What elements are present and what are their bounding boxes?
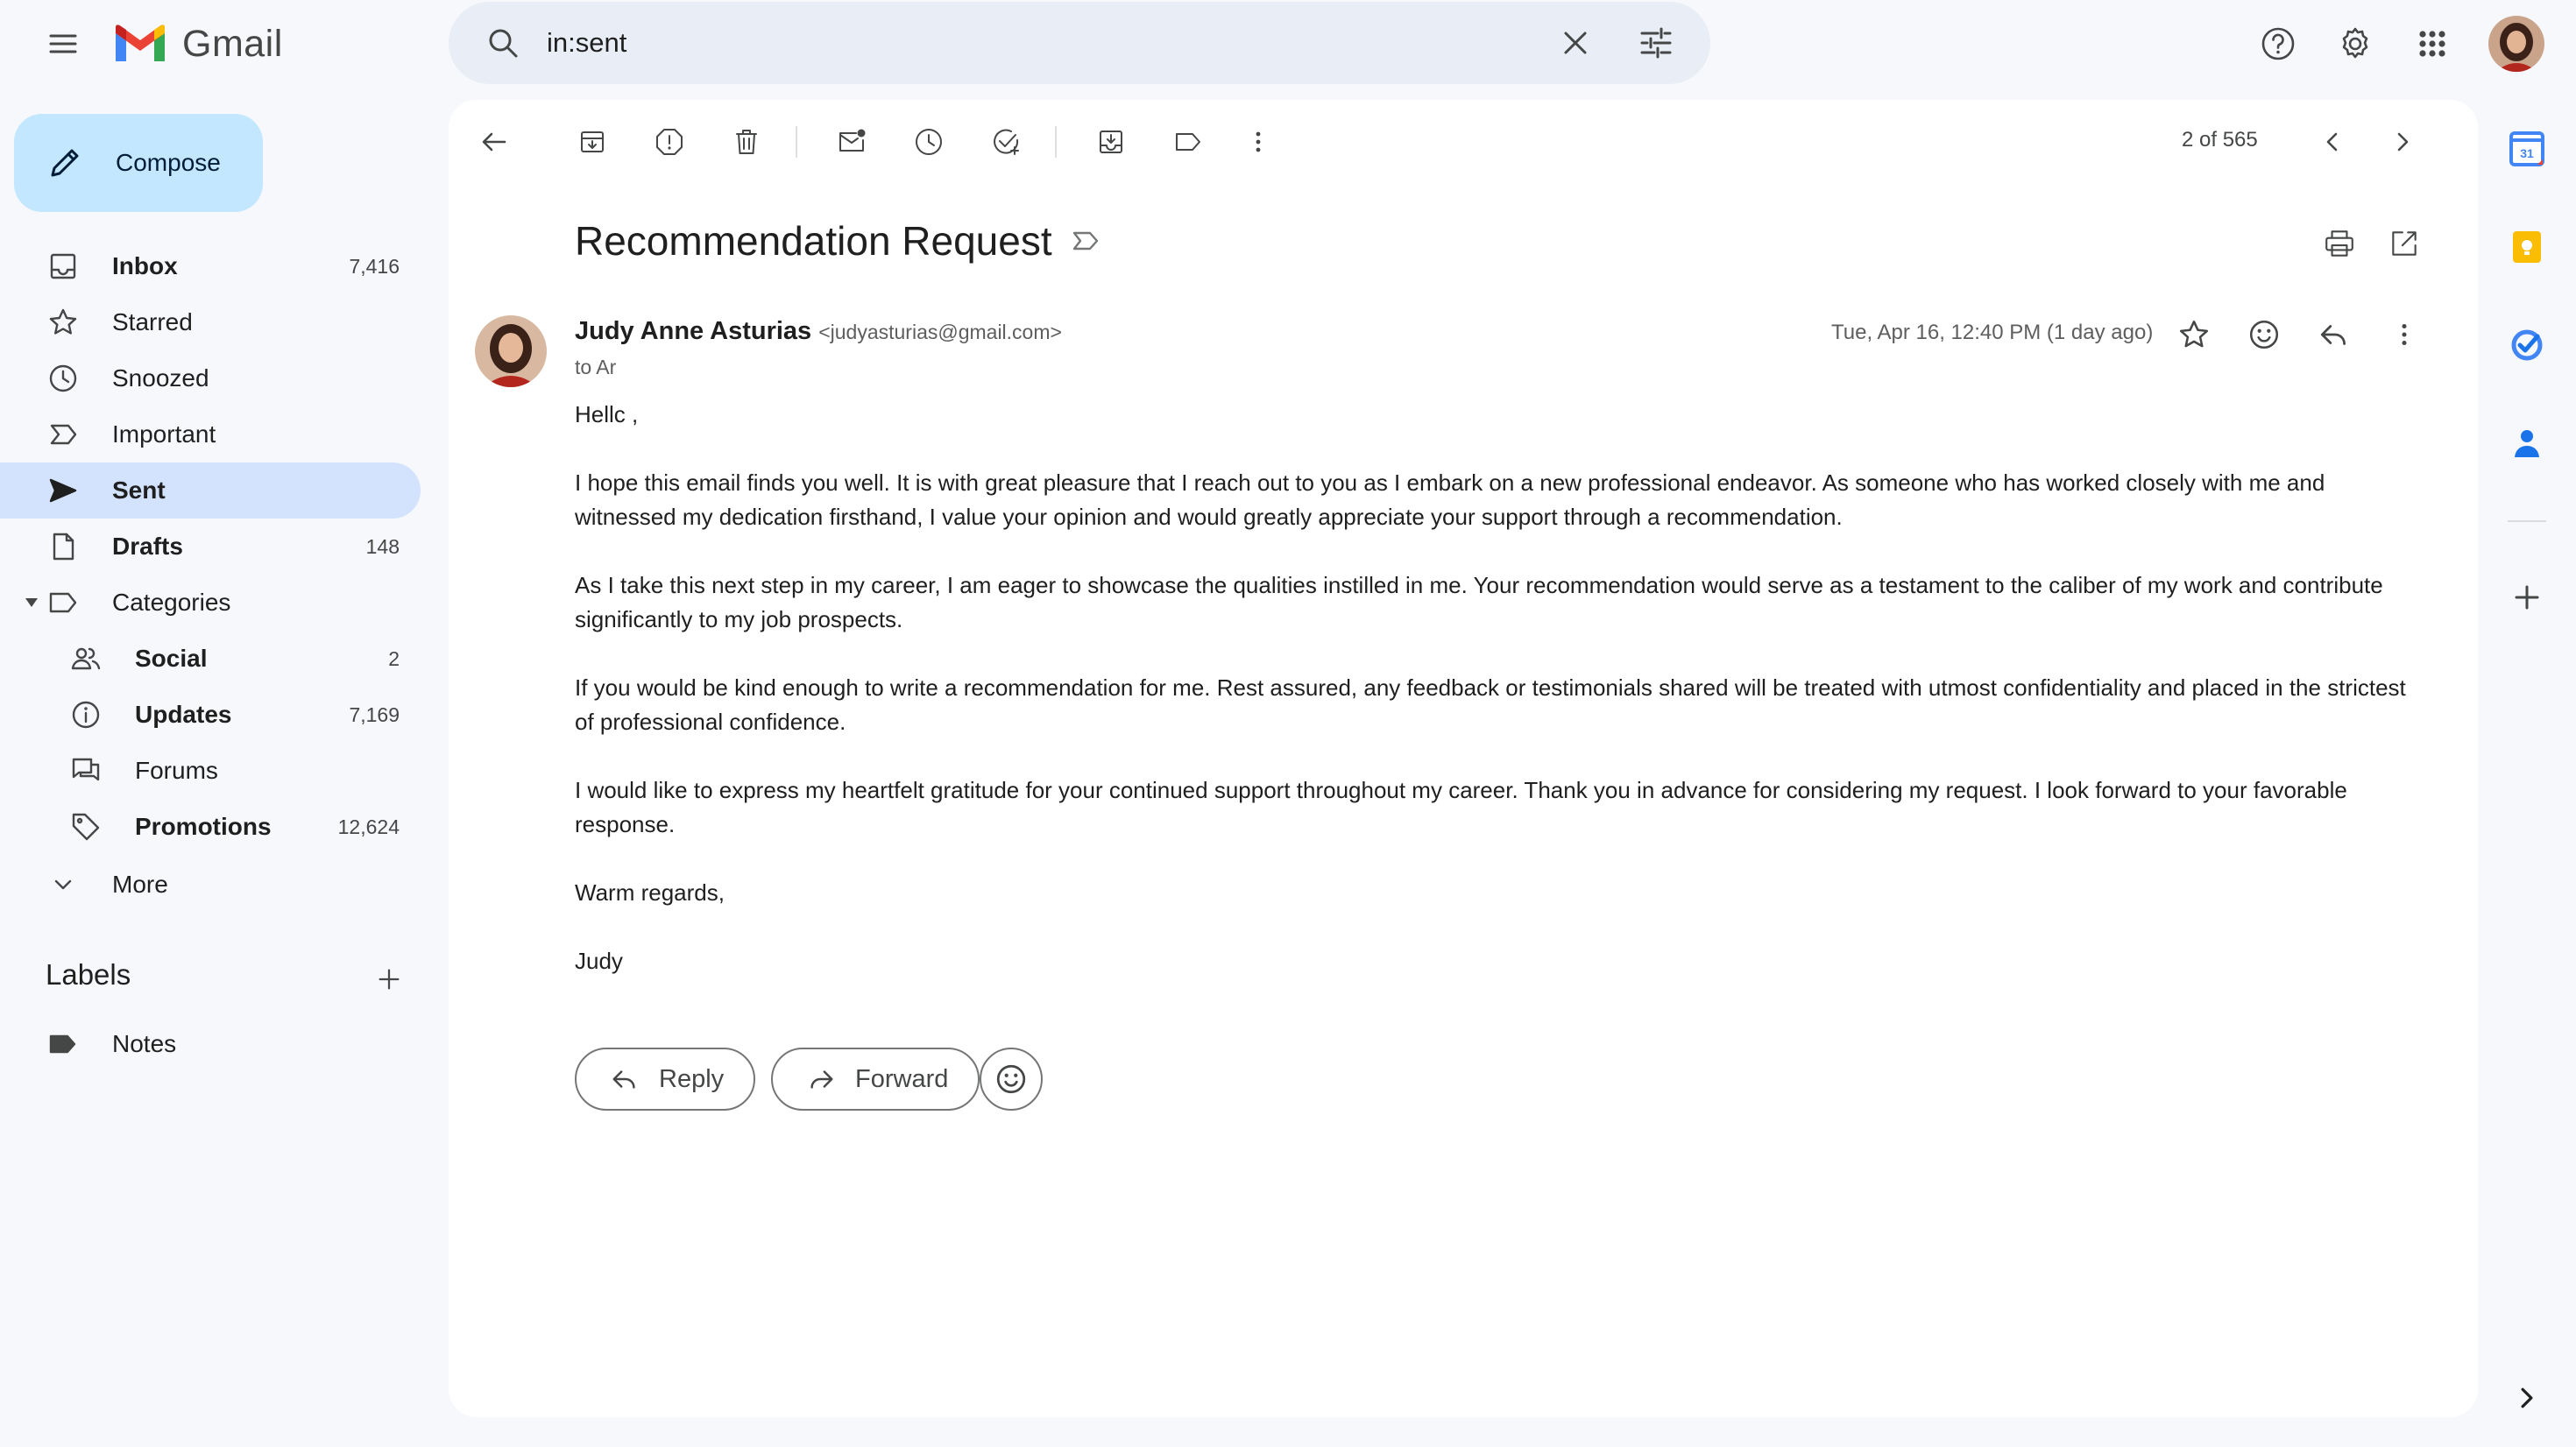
mail-unread-icon bbox=[836, 126, 867, 158]
sidebar-item-label: Forums bbox=[135, 757, 218, 784]
newer-button[interactable] bbox=[2308, 117, 2357, 166]
clock-icon bbox=[913, 126, 945, 158]
star-icon bbox=[2177, 318, 2211, 351]
gear-icon bbox=[2336, 25, 2374, 63]
report-spam-button[interactable] bbox=[645, 117, 694, 166]
sidebar-item-label: Promotions bbox=[135, 813, 272, 840]
get-addons-button[interactable] bbox=[2499, 569, 2555, 625]
sidebar-item-label: Notes bbox=[112, 1030, 177, 1057]
trash-icon bbox=[731, 126, 762, 158]
add-reaction-button[interactable] bbox=[2240, 310, 2289, 359]
forward-label: Forward bbox=[855, 1064, 949, 1093]
arrow-back-icon bbox=[478, 126, 510, 158]
message-greeting: Hellc , bbox=[575, 401, 639, 427]
sidebar-item-inbox[interactable] bbox=[0, 238, 421, 294]
compose-button[interactable] bbox=[14, 114, 263, 212]
sidebar-item-label: Social bbox=[135, 645, 208, 672]
add-task-icon bbox=[990, 126, 1022, 158]
plus-icon bbox=[2508, 578, 2546, 617]
sidebar-item-label: Important bbox=[112, 420, 216, 448]
label-filled-icon bbox=[44, 1025, 82, 1063]
gmail-m-icon bbox=[112, 23, 168, 65]
chevron-left-icon bbox=[2317, 126, 2348, 158]
message-body bbox=[575, 398, 2415, 1013]
keep-app-button[interactable] bbox=[2499, 219, 2555, 275]
label-icon bbox=[44, 583, 82, 622]
sidebar-item-label: Inbox bbox=[112, 252, 178, 279]
chevron-down-icon bbox=[44, 865, 82, 904]
people-icon bbox=[67, 639, 105, 678]
labels-button[interactable] bbox=[1164, 117, 1213, 166]
search-icon[interactable] bbox=[484, 24, 522, 62]
create-label-button[interactable] bbox=[368, 958, 410, 1000]
contacts-app-button[interactable] bbox=[2499, 415, 2555, 471]
archive-icon bbox=[577, 126, 608, 158]
archive-button[interactable] bbox=[568, 117, 617, 166]
emoji-icon bbox=[994, 1062, 1028, 1096]
toolbar-divider bbox=[796, 126, 797, 158]
draft-icon bbox=[44, 527, 82, 566]
sidebar-item-more[interactable] bbox=[0, 857, 421, 913]
toolbar-divider bbox=[1055, 126, 1057, 158]
delete-button[interactable] bbox=[722, 117, 771, 166]
move-to-icon bbox=[1095, 126, 1127, 158]
sidebar-item-label: Snoozed bbox=[112, 364, 209, 392]
labels-heading: Labels bbox=[46, 958, 131, 991]
help-button[interactable] bbox=[2254, 19, 2303, 68]
message-paragraph: If you would be kind enough to write a recommendation for me. Rest assured, any feedback or testimonials shared will be treated with utmost confidentiality and placed in the strictest of professional confidence. bbox=[575, 674, 2406, 735]
add-to-tasks-button[interactable] bbox=[981, 117, 1030, 166]
sidebar-item-drafts[interactable] bbox=[0, 519, 421, 575]
message-paragraph: I hope this email finds you well. It is with great pleasure that I reach out to you as I embark on a new professional endeavor. As someone who has worked closely with me and witnessed my dedication firsthand, I value your opinion and would greatly appreciate your support through a recommendation. bbox=[575, 469, 2325, 530]
side-panel-divider bbox=[2508, 520, 2546, 522]
open-in-new-icon bbox=[2388, 227, 2421, 260]
importance-marker-icon[interactable] bbox=[1070, 225, 1101, 257]
sidebar-item-label: Updates bbox=[135, 701, 232, 728]
tasks-icon bbox=[2508, 326, 2546, 364]
sidebar-item-sent[interactable] bbox=[0, 462, 421, 519]
gmail-logo[interactable] bbox=[112, 21, 283, 67]
draft-count: 148 bbox=[365, 534, 400, 558]
star-icon bbox=[44, 303, 82, 342]
sidebar-item-label: Sent bbox=[112, 476, 166, 504]
forward-icon bbox=[806, 1064, 836, 1094]
settings-button[interactable] bbox=[2331, 19, 2380, 68]
search-input[interactable]: in:sent bbox=[547, 27, 627, 58]
compose-label: Compose bbox=[116, 149, 221, 176]
pencil-icon bbox=[46, 144, 84, 182]
contacts-icon bbox=[2508, 424, 2546, 462]
more-vert-icon bbox=[2388, 318, 2421, 351]
sidebar-label-notes[interactable] bbox=[0, 1016, 421, 1072]
account-avatar[interactable] bbox=[2488, 16, 2544, 72]
app-name: Gmail bbox=[182, 22, 283, 65]
emoji-icon bbox=[2247, 318, 2281, 351]
print-all-button[interactable] bbox=[2315, 219, 2364, 268]
chevron-right-icon bbox=[2508, 1379, 2546, 1417]
info-icon bbox=[67, 695, 105, 734]
mark-unread-button[interactable] bbox=[827, 117, 876, 166]
forum-icon bbox=[67, 752, 105, 790]
move-to-button[interactable] bbox=[1086, 117, 1136, 166]
send-icon bbox=[44, 471, 82, 510]
sidebar-item-starred[interactable] bbox=[0, 294, 421, 350]
back-button[interactable] bbox=[470, 117, 519, 166]
main-menu-button[interactable] bbox=[39, 19, 88, 68]
unread-count: 2 bbox=[388, 646, 400, 670]
clear-search-icon[interactable] bbox=[1556, 24, 1595, 62]
message-subject bbox=[575, 217, 1101, 265]
message-more-button[interactable] bbox=[2380, 310, 2429, 359]
emoji-reaction-button[interactable] bbox=[980, 1048, 1043, 1111]
open-new-window-button[interactable] bbox=[2380, 219, 2429, 268]
pager-text: 2 of 565 bbox=[2182, 128, 2258, 152]
more-options-button[interactable] bbox=[1234, 117, 1283, 166]
older-button[interactable] bbox=[2378, 117, 2427, 166]
search-options-icon[interactable] bbox=[1637, 24, 1675, 62]
apps-grid-icon bbox=[2413, 25, 2452, 63]
search-bar[interactable] bbox=[449, 2, 1710, 84]
reply-icon bbox=[2318, 318, 2351, 351]
calendar-app-button[interactable] bbox=[2499, 121, 2555, 177]
important-icon bbox=[44, 415, 82, 454]
sender-avatar[interactable] bbox=[475, 315, 547, 387]
report-icon bbox=[654, 126, 685, 158]
message-signoff: Warm regards, bbox=[575, 879, 725, 906]
menu-icon bbox=[44, 25, 82, 63]
inbox-icon bbox=[44, 247, 82, 286]
message-paragraph: As I take this next step in my career, I am eager to showcase the qualities instilled in me. Your recommendation would serve as a testament to the caliber of my work and contribute significantly to my job prospects. bbox=[575, 572, 2383, 632]
chevron-right-icon bbox=[2387, 126, 2418, 158]
unread-count: 12,624 bbox=[337, 815, 400, 838]
sidebar-item-label: Starred bbox=[112, 308, 193, 335]
sidebar-item-label: More bbox=[112, 871, 168, 898]
google-apps-button[interactable] bbox=[2408, 19, 2457, 68]
sender-line bbox=[575, 317, 1062, 346]
sidebar-item-categories[interactable] bbox=[0, 575, 421, 631]
sender-name[interactable]: Judy Anne Asturias bbox=[575, 317, 812, 345]
show-side-panel-button[interactable] bbox=[2499, 1370, 2555, 1426]
plus-icon bbox=[372, 963, 406, 996]
help-icon bbox=[2259, 25, 2297, 63]
sidebar-item-forums[interactable] bbox=[0, 743, 421, 799]
star-button[interactable] bbox=[2169, 310, 2219, 359]
sidebar-item-snoozed[interactable] bbox=[0, 350, 421, 406]
sidebar-item-updates[interactable] bbox=[0, 687, 421, 743]
sidebar-item-important[interactable] bbox=[0, 406, 421, 462]
sidebar-item-promotions[interactable] bbox=[0, 799, 421, 855]
tasks-app-button[interactable] bbox=[2499, 317, 2555, 373]
calendar-icon bbox=[2508, 130, 2546, 168]
recipient-line[interactable]: to Ar bbox=[575, 356, 617, 378]
forward-pill-button[interactable] bbox=[771, 1048, 980, 1111]
clock-icon bbox=[44, 359, 82, 398]
unread-count: 7,169 bbox=[349, 702, 400, 726]
page-title: Recommendation Request bbox=[575, 218, 1052, 264]
message-paragraph: I would like to express my heartfelt gratitude for your continued support throughout my career. Thank you in advance for considering my request. I look forward to your favorable response. bbox=[575, 777, 2347, 837]
caret-down-icon[interactable] bbox=[25, 597, 39, 608]
calendar-day: 31 bbox=[2520, 146, 2534, 160]
keep-icon bbox=[2508, 228, 2546, 266]
sidebar-item-label: Drafts bbox=[112, 533, 183, 560]
sidebar-item-label: Categories bbox=[112, 589, 231, 616]
print-icon bbox=[2323, 227, 2356, 260]
snooze-button[interactable] bbox=[904, 117, 953, 166]
sidebar-item-social[interactable] bbox=[0, 631, 421, 687]
label-icon bbox=[1172, 126, 1204, 158]
reply-pill-button[interactable] bbox=[575, 1048, 755, 1111]
reply-icon bbox=[610, 1064, 640, 1094]
message-signature: Judy bbox=[575, 948, 623, 974]
reply-button[interactable] bbox=[2310, 310, 2359, 359]
sender-email: <judyasturias@gmail.com> bbox=[818, 321, 1062, 343]
tag-icon bbox=[67, 808, 105, 846]
more-vert-icon bbox=[1242, 126, 1274, 158]
reply-label: Reply bbox=[659, 1064, 725, 1093]
unread-count: 7,416 bbox=[349, 254, 400, 278]
message-date: Tue, Apr 16, 12:40 PM (1 day ago) bbox=[1831, 321, 2154, 344]
